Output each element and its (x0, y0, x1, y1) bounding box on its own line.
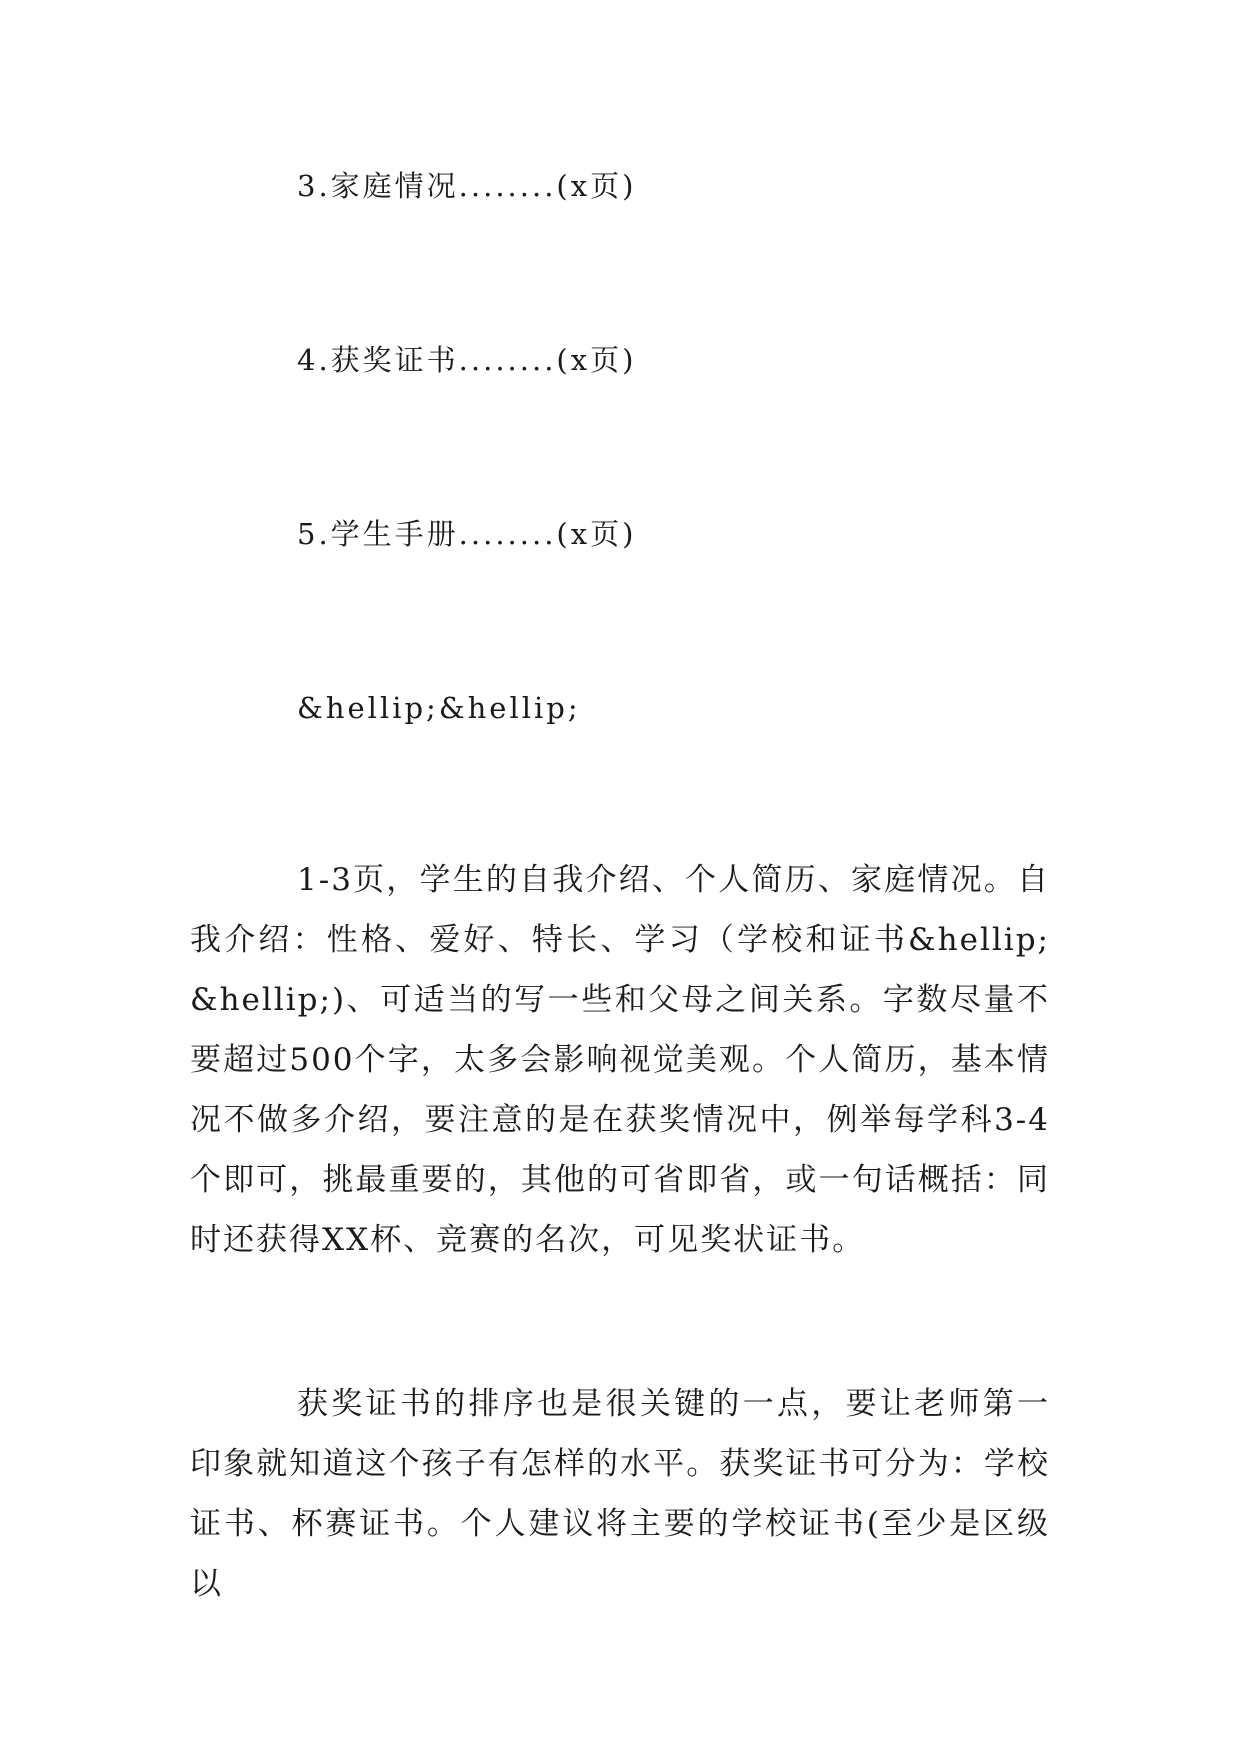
paragraph-intro: 1-3页，学生的自我介绍、个人简历、家庭情况。自我介绍：性格、爱好、特长、学习（学校和证书&hellip;&hellip;)、可适当的写一些和父母之间关系。字数尽量不要超过500个字，太多会影响视觉美观。个人简历，基本情况不做多介绍，要注意的是在获奖情况中，例举每学科3-4个即可，挑最重要的，其他的可省即省，或一句话概括：同时还获得XX杯、竞赛的名次，可见奖状证书。 (190, 862, 1050, 1258)
toc-item-handbook: 5.学生手册........(x页) (297, 517, 637, 551)
toc-ellipsis: &hellip;&hellip; (297, 691, 581, 725)
toc-item-family: 3.家庭情况........(x页) (297, 169, 637, 203)
paragraph-awards: 获奖证书的排序也是很关键的一点，要让老师第一印象就知道这个孩子有怎样的水平。获奖证书可分为：学校证书、杯赛证书。个人建议将主要的学校证书(至少是区级以 (190, 1386, 1050, 1602)
toc-item-awards: 4.获奖证书........(x页) (297, 343, 637, 377)
